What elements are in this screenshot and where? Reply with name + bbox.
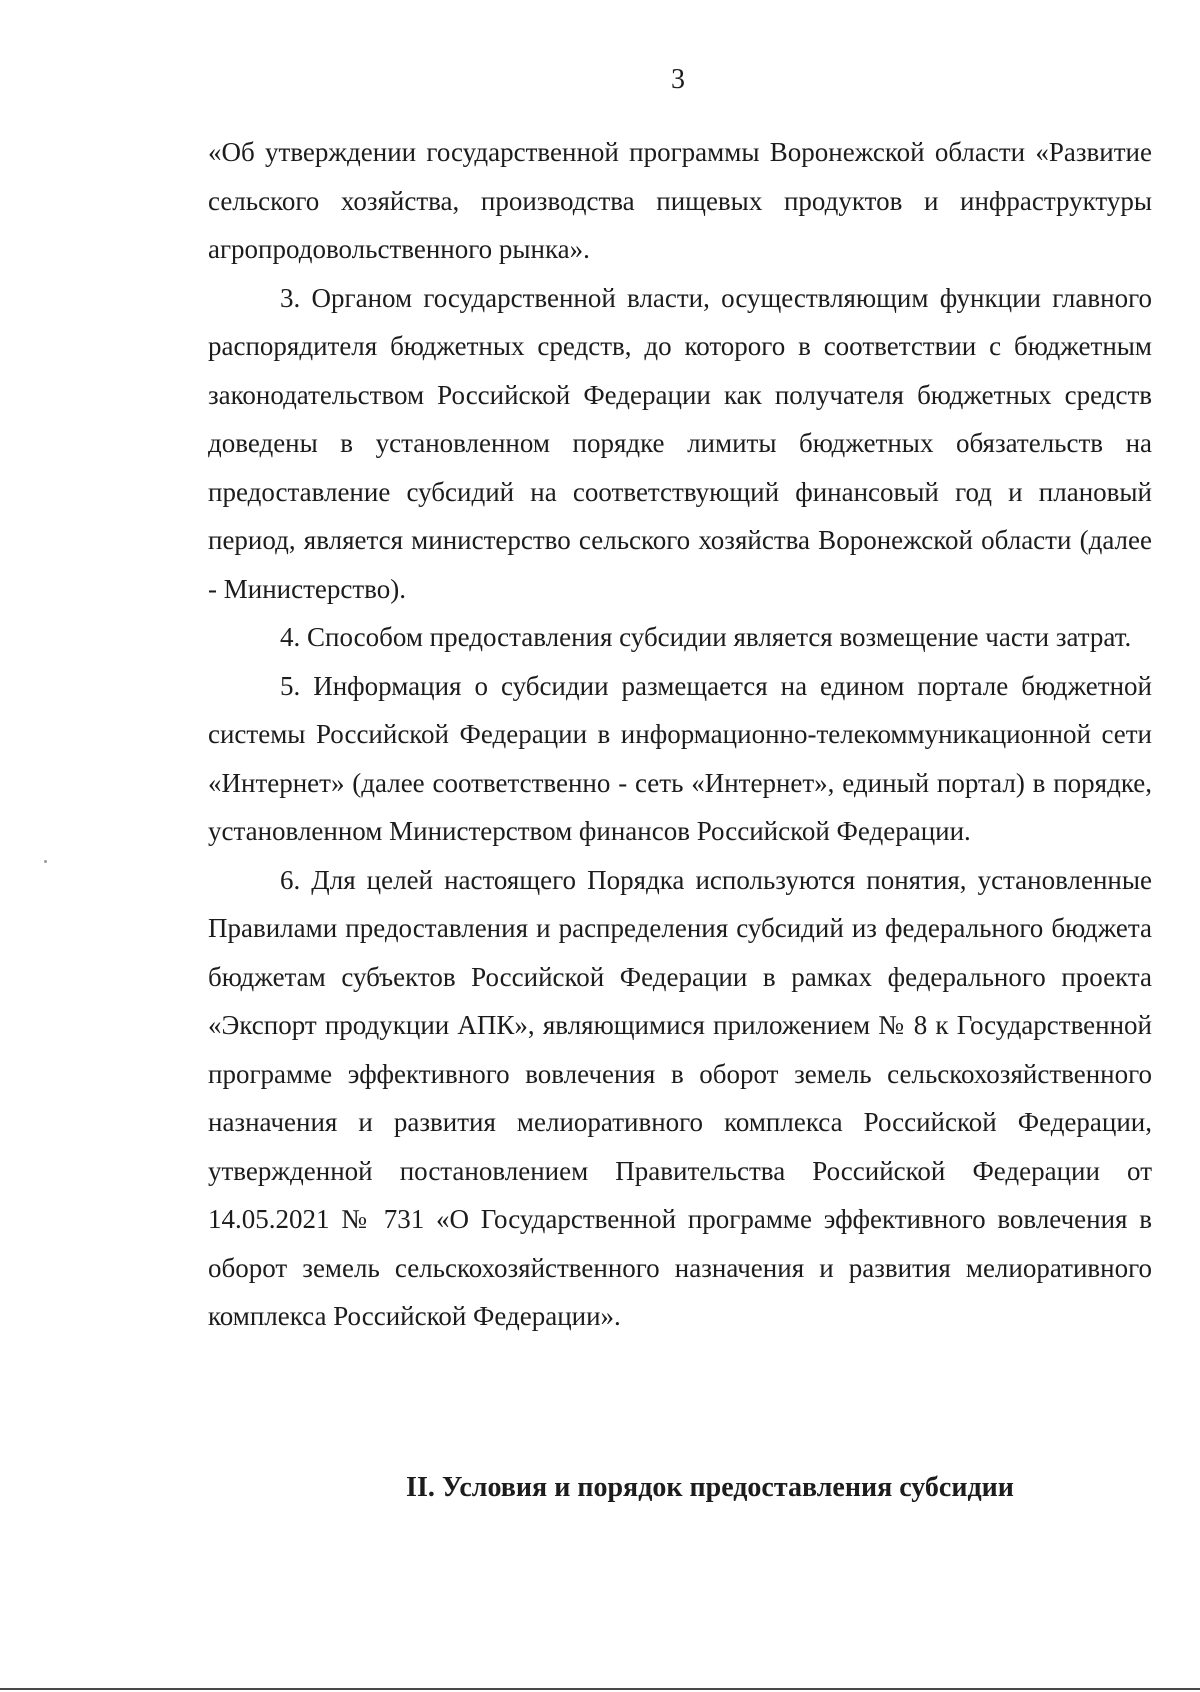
paragraph-item-3: 3. Органом государственной власти, осуществляющим функции главного распорядителя бюджетных средств, до которого в соответствии с бюджетным законодательством Российской Федерации как получателя бюджетных средств доведены в установленном порядке лимиты бюджетных обязательств на предоставление субсидий на соответствующий финансовый год и плановый период, является министерство сельского хозяйства Воронежской области (далее - Министерство). [208,282,1152,604]
paragraph-item-5: 5. Информация о субсидии размещается на едином портале бюджетной системы Российской Федерации в информационно-телекоммуникационной сети «Интернет» (далее соответственно - сеть «Интернет», единый портал) в порядке, установленном Министерством финансов Российской Федерации. [208,670,1152,846]
paragraph-item-4: 4. Способом предоставления субсидии является возмещение части затрат. [280,622,1132,652]
paragraph-continuation: «Об утверждении государственной программы Воронежской области «Развитие сельского хозяйства, производства пищевых продуктов и инфраструктуры агропродовольственного рынка». [208,137,1152,264]
page-bottom-edge [0,1688,1200,1690]
page-number: 3 [671,64,685,95]
scan-artifact [44,860,47,863]
document-body [208,128,1152,1341]
paragraph-item-6: 6. Для целей настоящего Порядка используются понятия, установленные Правилами предоставления и распределения субсидий из федерального бюджета бюджетам субъектов Российской Федерации в рамках федерального проекта «Экспорт продукции АПК», являющимися приложением № 8 к Государственной программе эффективного вовлечения в оборот земель сельскохозяйственного назначения и развития мелиоративного комплекса Российской Федерации, утвержденной постановлением Правительства Российской Федерации от 14.05.2021 № 731 «О Государственной программе эффективного вовлечения в оборот земель сельскохозяйственного назначения и развития мелиоративного комплекса Российской Федерации». [208,864,1152,1331]
section-heading: II. Условия и порядок предоставления субсидии [406,1472,1014,1503]
